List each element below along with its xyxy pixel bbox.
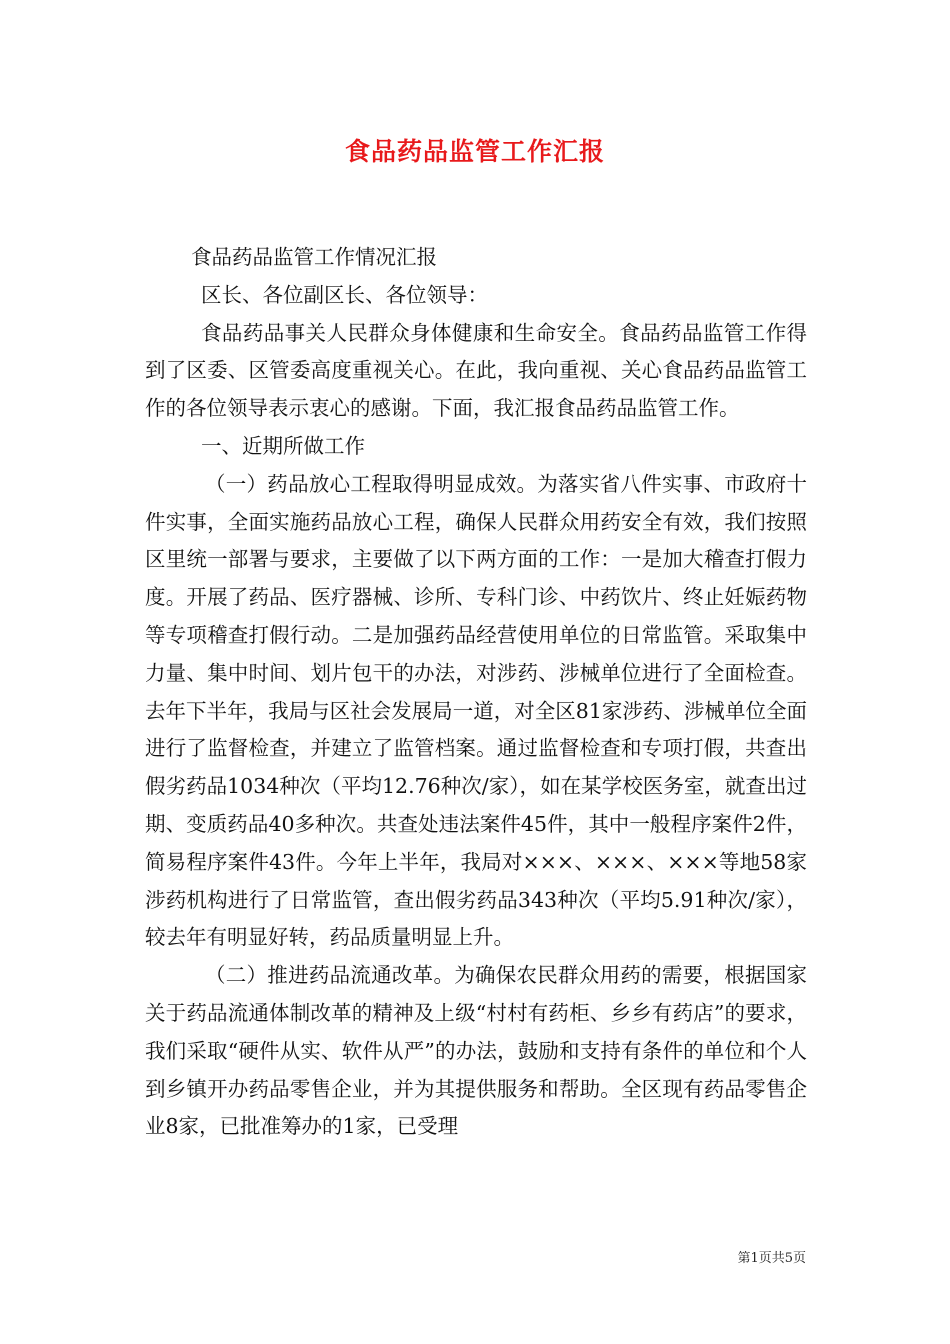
report-heading: 食品药品监管工作情况汇报 bbox=[191, 245, 437, 269]
section-heading: 一、近期所做工作 bbox=[201, 433, 365, 458]
document-title: 食品药品监管工作汇报 bbox=[344, 137, 605, 166]
salutation: 区长、各位副区长、各位领导： bbox=[201, 282, 488, 307]
subsection-paragraph-1: （一）药品放心工程取得明显成效。为落实省八件实事、市政府十件实事，全面实施药品放心工程，确保人民群众用药安全有效，我们按照区里统一部署与要求，主要做了以下两方面的工作：一是加大稽查打假力度。开展了药品、医疗器械、诊所、专科门诊、中药饮片、终止妊娠药物等专项稽查打假行动。二是加强药品经营使用单位的日常监管。采取集中力量、集中时间、划片包干的办法，对涉药、涉械单位进行了全面检查。去年下半年，我局与区社会发展局一道，对全区81家涉药、涉械单位全面进行了监督检查，并建立了监管档案。通过监督检查和专项打假，共查出假劣药品1034种次（平均12.76种次/家），如在某学校医务室，就查出过期、变质药品40多种次。共查处违法案件45件，其中一般程序案件2件，简易程序案件43件。今年上半年，我局对×××、×××、×××等地58家涉药机构进行了日常监管，查出假劣药品343种次（平均5.91种次/家），较去年有明显好转，药品质量明显上升。 bbox=[145, 471, 807, 950]
document-body bbox=[145, 239, 807, 1146]
intro-paragraph: 食品药品事关人民群众身体健康和生命安全。食品药品监管工作得到了区委、区管委高度重视关心。在此，我向重视、关心食品药品监管工作的各位领导表示衷心的感谢。下面，我汇报食品药品监管工作。 bbox=[145, 320, 807, 421]
page-number: 第1页共5页 bbox=[737, 1251, 806, 1266]
subsection-paragraph-2: （二）推进药品流通改革。为确保农民群众用药的需要，根据国家关于药品流通体制改革的精神及上级“村村有药柜、乡乡有药店”的要求，我们采取“硬件从实、软件从严”的办法，鼓励和支持有条件的单位和个人到乡镇开办药品零售企业，并为其提供服务和帮助。全区现有药品零售企业8家，已批准筹办的1家，已受理 bbox=[145, 963, 807, 1139]
